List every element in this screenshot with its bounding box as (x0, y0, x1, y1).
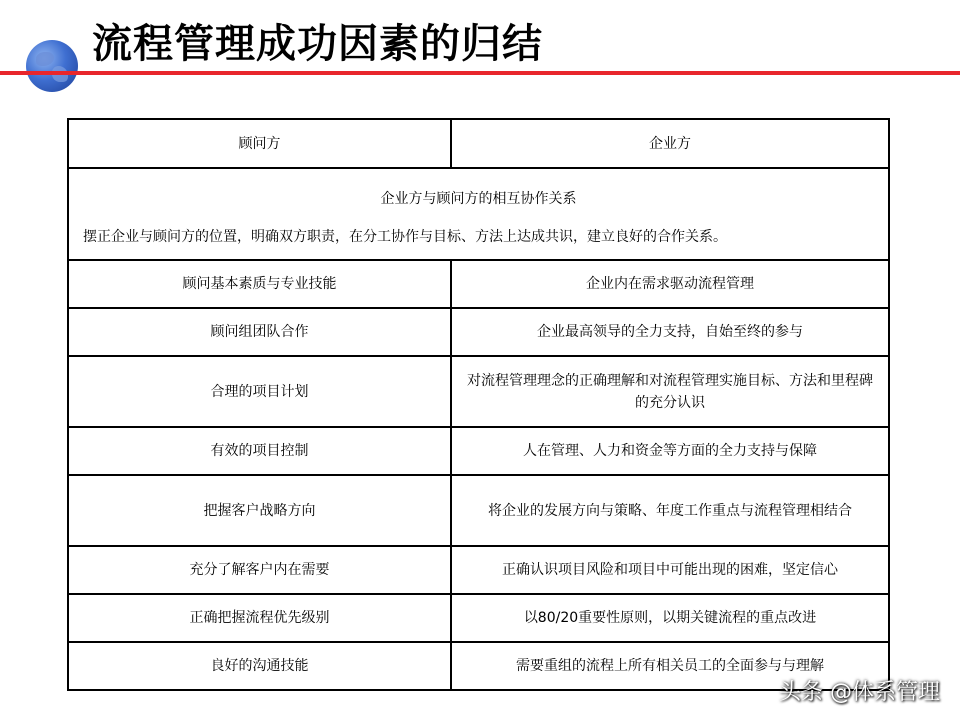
slide-title: 流程管理成功因素的归结 (92, 21, 543, 67)
table-row (68, 260, 889, 308)
enterprise-factor: 需要重组的流程上所有相关员工的全面参与与理解 (451, 642, 889, 690)
consultant-factor: 把握客户战略方向 (68, 475, 451, 546)
consultant-factor: 顾问基本素质与专业技能 (68, 260, 451, 308)
consultant-factor: 合理的项目计划 (68, 356, 451, 427)
table-row (68, 594, 889, 642)
enterprise-factor: 正确认识项目风险和项目中可能出现的困难，坚定信心 (451, 546, 889, 594)
relationship-heading: 企业方与顾问方的相互协作关系 (380, 191, 577, 207)
consultant-factor: 良好的沟通技能 (68, 642, 451, 690)
table-row (68, 356, 889, 427)
table-row (68, 427, 889, 475)
consultant-factor: 充分了解客户内在需要 (68, 546, 451, 594)
consultant-factor: 正确把握流程优先级别 (68, 594, 451, 642)
table-row (68, 475, 889, 546)
enterprise-factor: 企业内在需求驱动流程管理 (451, 260, 889, 308)
title-underline (0, 71, 960, 75)
relationship-row (68, 168, 889, 260)
enterprise-factor: 将企业的发展方向与策略、年度工作重点与流程管理相结合 (451, 475, 889, 546)
relationship-description: 摆正企业与顾问方的位置，明确双方职责，在分工协作与目标、方法上达成共识，建立良好的合作关系。 (83, 229, 727, 245)
enterprise-factor: 人在管理、人力和资金等方面的全力支持与保障 (451, 427, 889, 475)
enterprise-factor: 企业最高领导的全力支持，自始至终的参与 (451, 308, 889, 356)
header-consultant: 顾问方 (68, 119, 451, 168)
header-enterprise: 企业方 (451, 119, 889, 168)
table-header-row (68, 119, 889, 168)
table-row (68, 308, 889, 356)
consultant-factor: 有效的项目控制 (68, 427, 451, 475)
enterprise-factor: 以80/20重要性原则，以期关键流程的重点改进 (451, 594, 889, 642)
relationship-cell (68, 168, 889, 260)
consultant-factor: 顾问组团队合作 (68, 308, 451, 356)
enterprise-factor: 对流程管理理念的正确理解和对流程管理实施目标、方法和里程碑的充分认识 (451, 356, 889, 427)
globe-icon (26, 40, 78, 92)
success-factors-table (67, 118, 890, 691)
table-row (68, 642, 889, 690)
table-row (68, 546, 889, 594)
watermark: 头条 @体系管理 (779, 680, 940, 705)
